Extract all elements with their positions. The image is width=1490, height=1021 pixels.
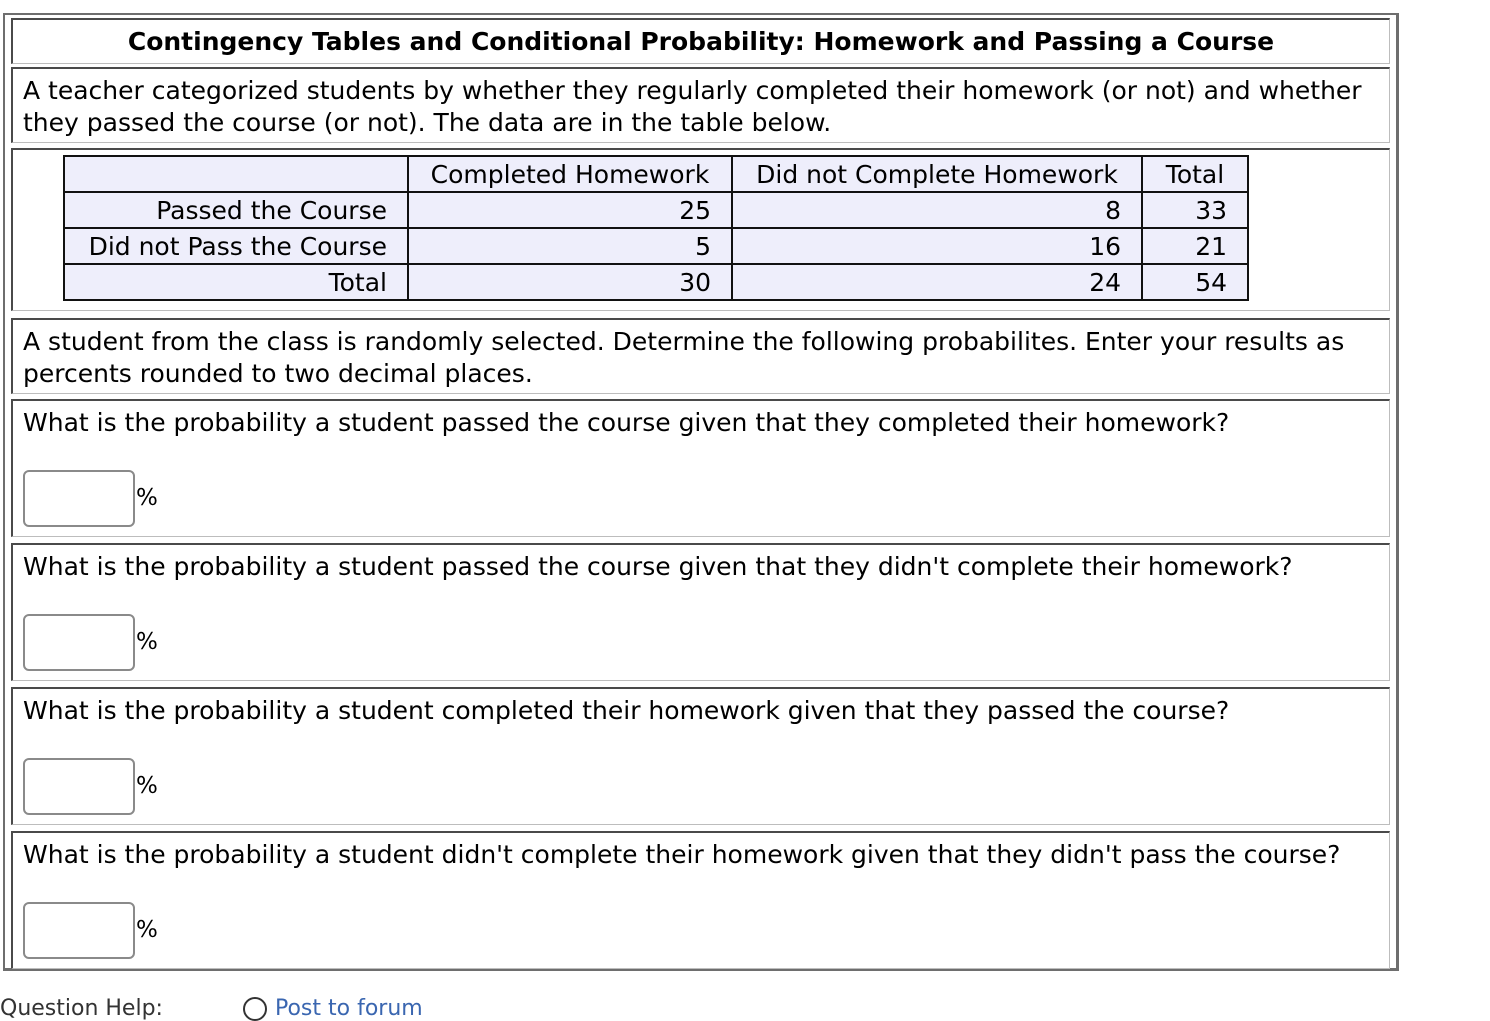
problem-title: Contingency Tables and Conditional Probability: Homework and Passing a Course: [11, 18, 1390, 64]
table-row: [64, 264, 1248, 300]
answer-input-4[interactable]: [23, 902, 135, 959]
problem-container: [3, 13, 1399, 971]
table-cell: 21: [1142, 228, 1248, 264]
question-3-text: What is the probability a student completed their homework given that they passed the course?: [23, 696, 1230, 725]
row-label-not-passed: Did not Pass the Course: [64, 228, 408, 264]
table-cell: 24: [732, 264, 1142, 300]
table-cell: 25: [408, 192, 732, 228]
table-cell: 30: [408, 264, 732, 300]
question-3: [11, 687, 1390, 825]
question-2: [11, 543, 1390, 681]
message-icon: [243, 997, 267, 1021]
table-cell: 16: [732, 228, 1142, 264]
percent-label: %: [136, 629, 158, 655]
table-header-total: Total: [1142, 156, 1248, 192]
question-help: [0, 996, 423, 1021]
question-4: [11, 831, 1390, 969]
question-4-text: What is the probability a student didn't complete their homework given that they didn't pass the course?: [23, 840, 1341, 869]
row-label-passed: Passed the Course: [64, 192, 408, 228]
table-cell: 33: [1142, 192, 1248, 228]
table-header-row: [64, 156, 1248, 192]
question-1-text: What is the probability a student passed the course given that they completed their homework?: [23, 408, 1230, 437]
contingency-table: [63, 155, 1249, 301]
row-label-total: Total: [64, 264, 408, 300]
question-1: [11, 399, 1390, 537]
question-2-text: What is the probability a student passed the course given that they didn't complete their homework?: [23, 552, 1293, 581]
table-header-blank: [64, 156, 408, 192]
table-header-completed: Completed Homework: [408, 156, 732, 192]
question-help-label: Question Help:: [0, 996, 163, 1021]
table-container: [11, 148, 1390, 311]
table-cell: 54: [1142, 264, 1248, 300]
percent-label: %: [136, 917, 158, 943]
answer-input-1[interactable]: [23, 470, 135, 527]
problem-intro: A teacher categorized students by whether they regularly completed their homework (or not) and whether they passed the course (or not). The data are in the table below.: [11, 67, 1390, 143]
table-row: [64, 228, 1248, 264]
answer-input-3[interactable]: [23, 758, 135, 815]
percent-label: %: [136, 773, 158, 799]
table-cell: 5: [408, 228, 732, 264]
table-header-not-completed: Did not Complete Homework: [732, 156, 1142, 192]
percent-label: %: [136, 485, 158, 511]
post-to-forum-link[interactable]: Post to forum: [274, 996, 423, 1021]
answer-input-2[interactable]: [23, 614, 135, 671]
instructions: A student from the class is randomly selected. Determine the following probabilites. Enter your results as percents rounded to two decimal places.: [11, 318, 1390, 394]
table-row: [64, 192, 1248, 228]
table-cell: 8: [732, 192, 1142, 228]
